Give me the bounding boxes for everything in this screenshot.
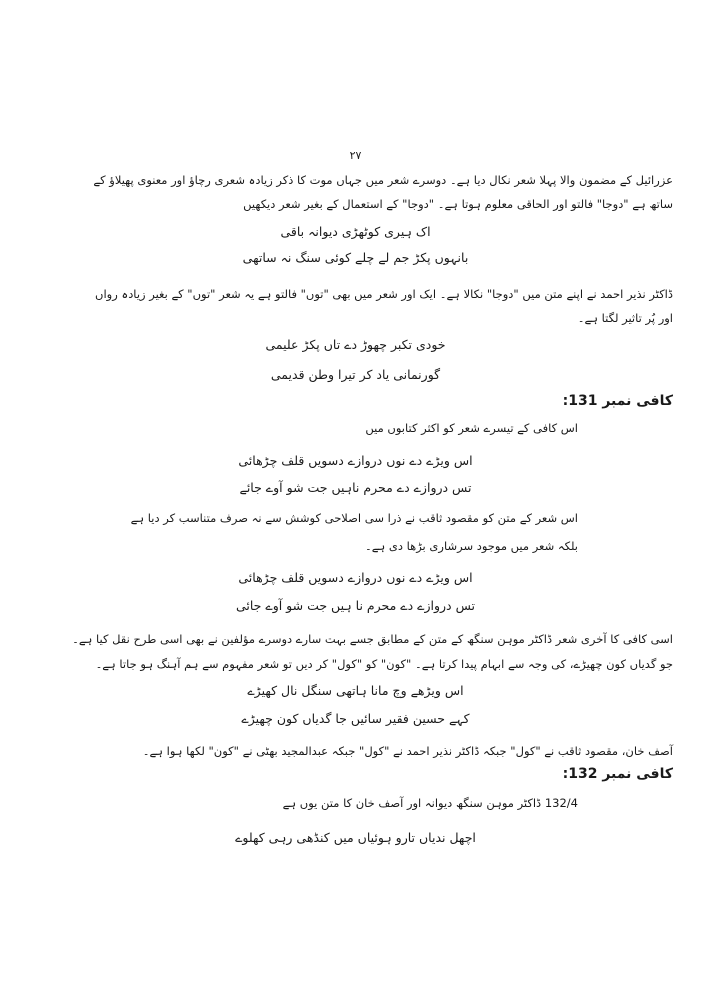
paragraph-line: 132/4 ڈاکٹر موہن سنگھ دیوانہ اور آصف خان کا متن یوں ہے [282,796,578,810]
paragraph-line: عزرائیل کے مضمون والا پہلا شعر نکال دیا ہے۔ دوسرے شعر میں جہاں موت کا ذکر زیادہ شعری رچاؤ اور معنوی پھیلاؤ کے [93,173,673,187]
paragraph-line: اس کافی کے تیسرے شعر کو اکثر کتابوں میں [365,421,578,435]
paragraph-line: آصف خان، مقصود ثاقب نے "کول" جبکہ ڈاکٹر نذیر احمد نے "کول" جبکہ عبدالمجید بھٹی نے "کون" لکھا ہوا ہے۔ [142,744,673,758]
verse-line: اس ویڑے دے نوں دروازے دسویں قلف چڑھائی [238,453,473,468]
page-number: ۲۷ [349,149,362,162]
verse-line: بانہوں پکڑ جم لے چلے کوئی سنگ نہ ساتھی [242,250,469,265]
paragraph-line: اور پُر تاثیر لگتا ہے۔ [577,311,673,325]
verse-line: کہے حسین فقیر سائیں جا گدیاں کون چھیڑے [241,711,470,726]
paragraph-line: اسی کافی کا آخری شعر ڈاکٹر موہن سنگھ کے متن کے مطابق جسے بہت سارے دوسرے مؤلفین نے بھی اسی طرح نقل کیا ہے۔ [72,632,673,646]
verse-line: تس دروازے دے محرم ناہیں جت شو آوے جائے [239,480,472,495]
paragraph-line: ساتھ ہے "دوجا" فالتو اور الحاقی معلوم ہوتا ہے۔ "دوجا" کے استعمال کے بغیر شعر دیکھیں [243,197,673,211]
verse-line: خودی تکبر چھوڑ دے تاں پکڑ علیمی [265,337,446,352]
verse-line: اس ویڑھے وچ مانا ہاتھی سنگل نال کھیڑے [247,683,464,698]
verse-line: تس دروازے دے محرم نا ہیں جت شو آوے جائی [235,598,476,613]
verse-line: اچھل ندیاں تارو ہوئیاں میں کنڈھی رہی کھلوے [235,830,476,845]
section-heading: کافی نمبر 132: [562,766,673,782]
paragraph-line: اس شعر کے متن کو مقصود ثاقب نے ذرا سی اصلاحی کوشش سے نہ صرف متناسب کر دیا ہے [130,511,578,525]
verse-line: اس ویڑے دے نوں دروازے دسویں قلف چڑھائی [238,570,473,585]
paragraph-line: بلکہ شعر میں موجود سرشاری بڑھا دی ہے۔ [365,539,578,553]
paragraph-line: جو گدیاں کون چھیڑے، کی وجہ سے ابہام پیدا کرتا ہے۔ "کون" کو "کول" کر دیں تو شعر مفہوم سے ہم آہنگ ہو جاتا ہے۔ [95,657,673,671]
section-heading: کافی نمبر 131: [562,393,673,409]
paragraph-line: ڈاکٹر نذیر احمد نے اپنے متن میں "دوجا" نکالا ہے۔ ایک اور شعر میں بھی "توں" فالتو ہے یہ شعر "توں" کے بغیر زیادہ رواں [95,287,673,301]
verse-line: اک ہیری کوٹھڑی دیوانہ باقی [280,224,431,239]
verse-line: گورنمانی یاد کر تیرا وطن قدیمی [270,367,441,382]
